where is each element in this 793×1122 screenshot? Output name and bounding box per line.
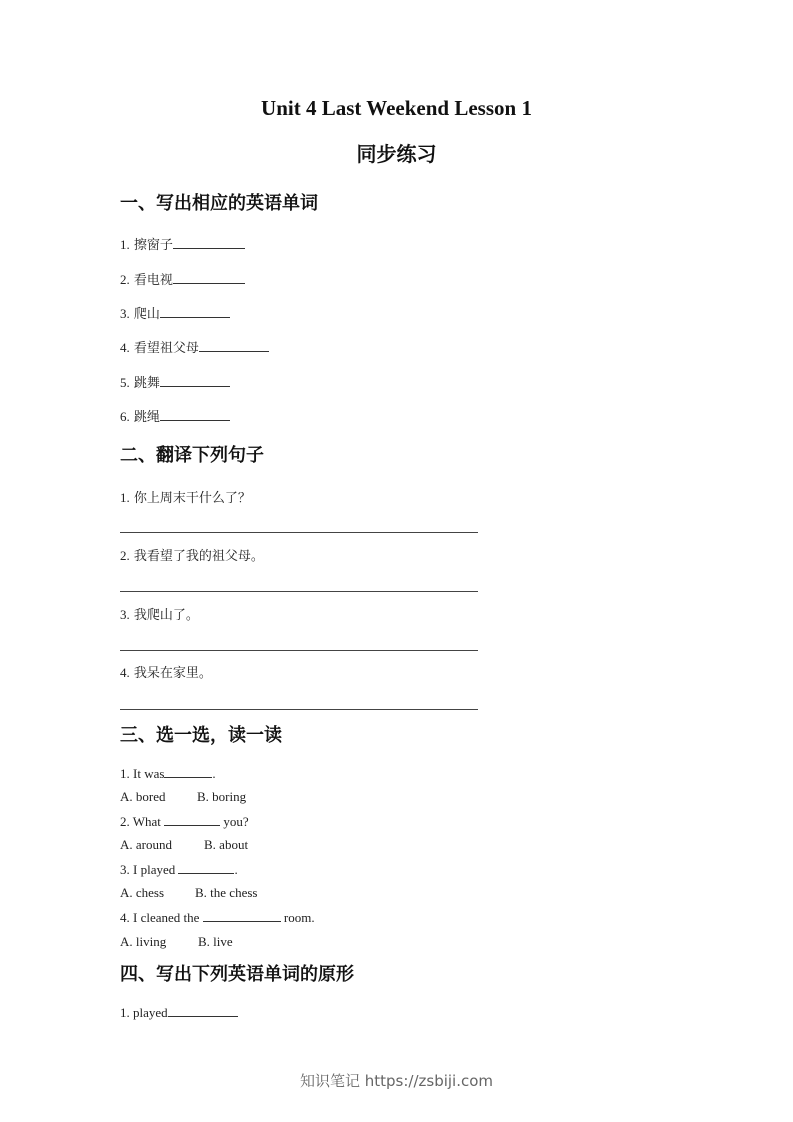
answer-blank[interactable] [168,1004,238,1017]
option-b[interactable]: B. live [198,934,233,949]
option-b[interactable]: B. boring [197,789,247,804]
item-text: 看望祖父母 [133,341,199,356]
section1-item [120,303,230,322]
answer-blank[interactable] [173,271,245,284]
page-subtitle: 同步练习 [356,142,437,166]
stem-before: 3. I played [120,862,179,877]
section1-item [120,269,245,288]
answer-blank[interactable] [164,765,212,778]
section2-item [120,662,212,681]
question-stem [120,861,238,878]
answer-line[interactable] [120,709,478,710]
item-text: 我看望了我的祖父母。 [133,549,264,564]
answer-blank[interactable] [199,339,269,352]
question-stem [120,909,315,926]
item-text: 你上周末干什么了？ [133,491,251,506]
option-a[interactable]: A. around [120,837,172,852]
item-text: 我呆在家里。 [133,666,212,681]
answer-line[interactable] [120,650,478,651]
stem-after: . [234,862,238,877]
option-a[interactable]: A. bored [120,789,166,804]
item-number: 5. [120,375,130,390]
item-text: 跳舞 [133,376,160,391]
stem-after: room. [280,910,315,925]
question-options [120,885,257,901]
stem-after: . [212,766,216,781]
option-b[interactable]: B. the chess [195,885,258,900]
section1-heading: 一、写出相应的英语单词 [120,193,318,214]
section2-item [120,487,251,506]
item-text: 擦窗子 [133,238,173,253]
answer-blank[interactable] [160,305,230,318]
stem-before: 1. It was [120,766,165,781]
answer-blank[interactable] [203,909,281,922]
stem-before: 2. What [120,814,165,829]
section2-heading: 二、翻译下列句子 [120,445,264,466]
section1-item [120,234,245,253]
section3-heading: 三、选一选，读一读 [120,725,282,746]
section4-item [120,1004,238,1021]
question-options [120,789,246,805]
answer-blank[interactable] [178,861,234,874]
option-b[interactable]: B. about [204,837,249,852]
answer-blank[interactable] [160,408,230,421]
item-text: 1. played [120,1005,168,1020]
item-text: 看电视 [133,273,173,288]
section1-item [120,337,269,356]
answer-line[interactable] [120,532,478,533]
question-options [120,934,233,950]
answer-blank[interactable] [164,813,220,826]
footer-watermark: 知识笔记 https://zsbiji.com [299,1072,494,1090]
item-text: 我爬山了。 [133,608,199,623]
answer-blank[interactable] [173,236,245,249]
item-number: 3. [120,607,130,622]
section4-heading: 四、写出下列英语单词的原形 [120,964,354,985]
section2-item [120,604,199,623]
item-number: 2. [120,548,130,563]
question-stem [120,765,216,782]
item-number: 1. [120,237,130,252]
item-number: 1. [120,490,130,505]
section1-item [120,372,230,391]
option-a[interactable]: A. living [120,934,167,949]
answer-blank[interactable] [160,374,230,387]
option-a[interactable]: A. chess [120,885,165,900]
item-text: 跳绳 [133,410,160,425]
question-options [120,837,248,853]
question-stem [120,813,249,830]
item-number: 4. [120,665,130,680]
item-number: 4. [120,340,130,355]
section1-item [120,406,230,425]
section2-item [120,545,264,564]
item-number: 6. [120,409,130,424]
item-number: 3. [120,306,130,321]
item-number: 2. [120,272,130,287]
page-title: Unit 4 Last Weekend Lesson 1 [261,96,532,120]
stem-before: 4. I cleaned the [120,910,203,925]
stem-after: you? [220,814,249,829]
item-text: 爬山 [133,307,160,322]
answer-line[interactable] [120,591,478,592]
